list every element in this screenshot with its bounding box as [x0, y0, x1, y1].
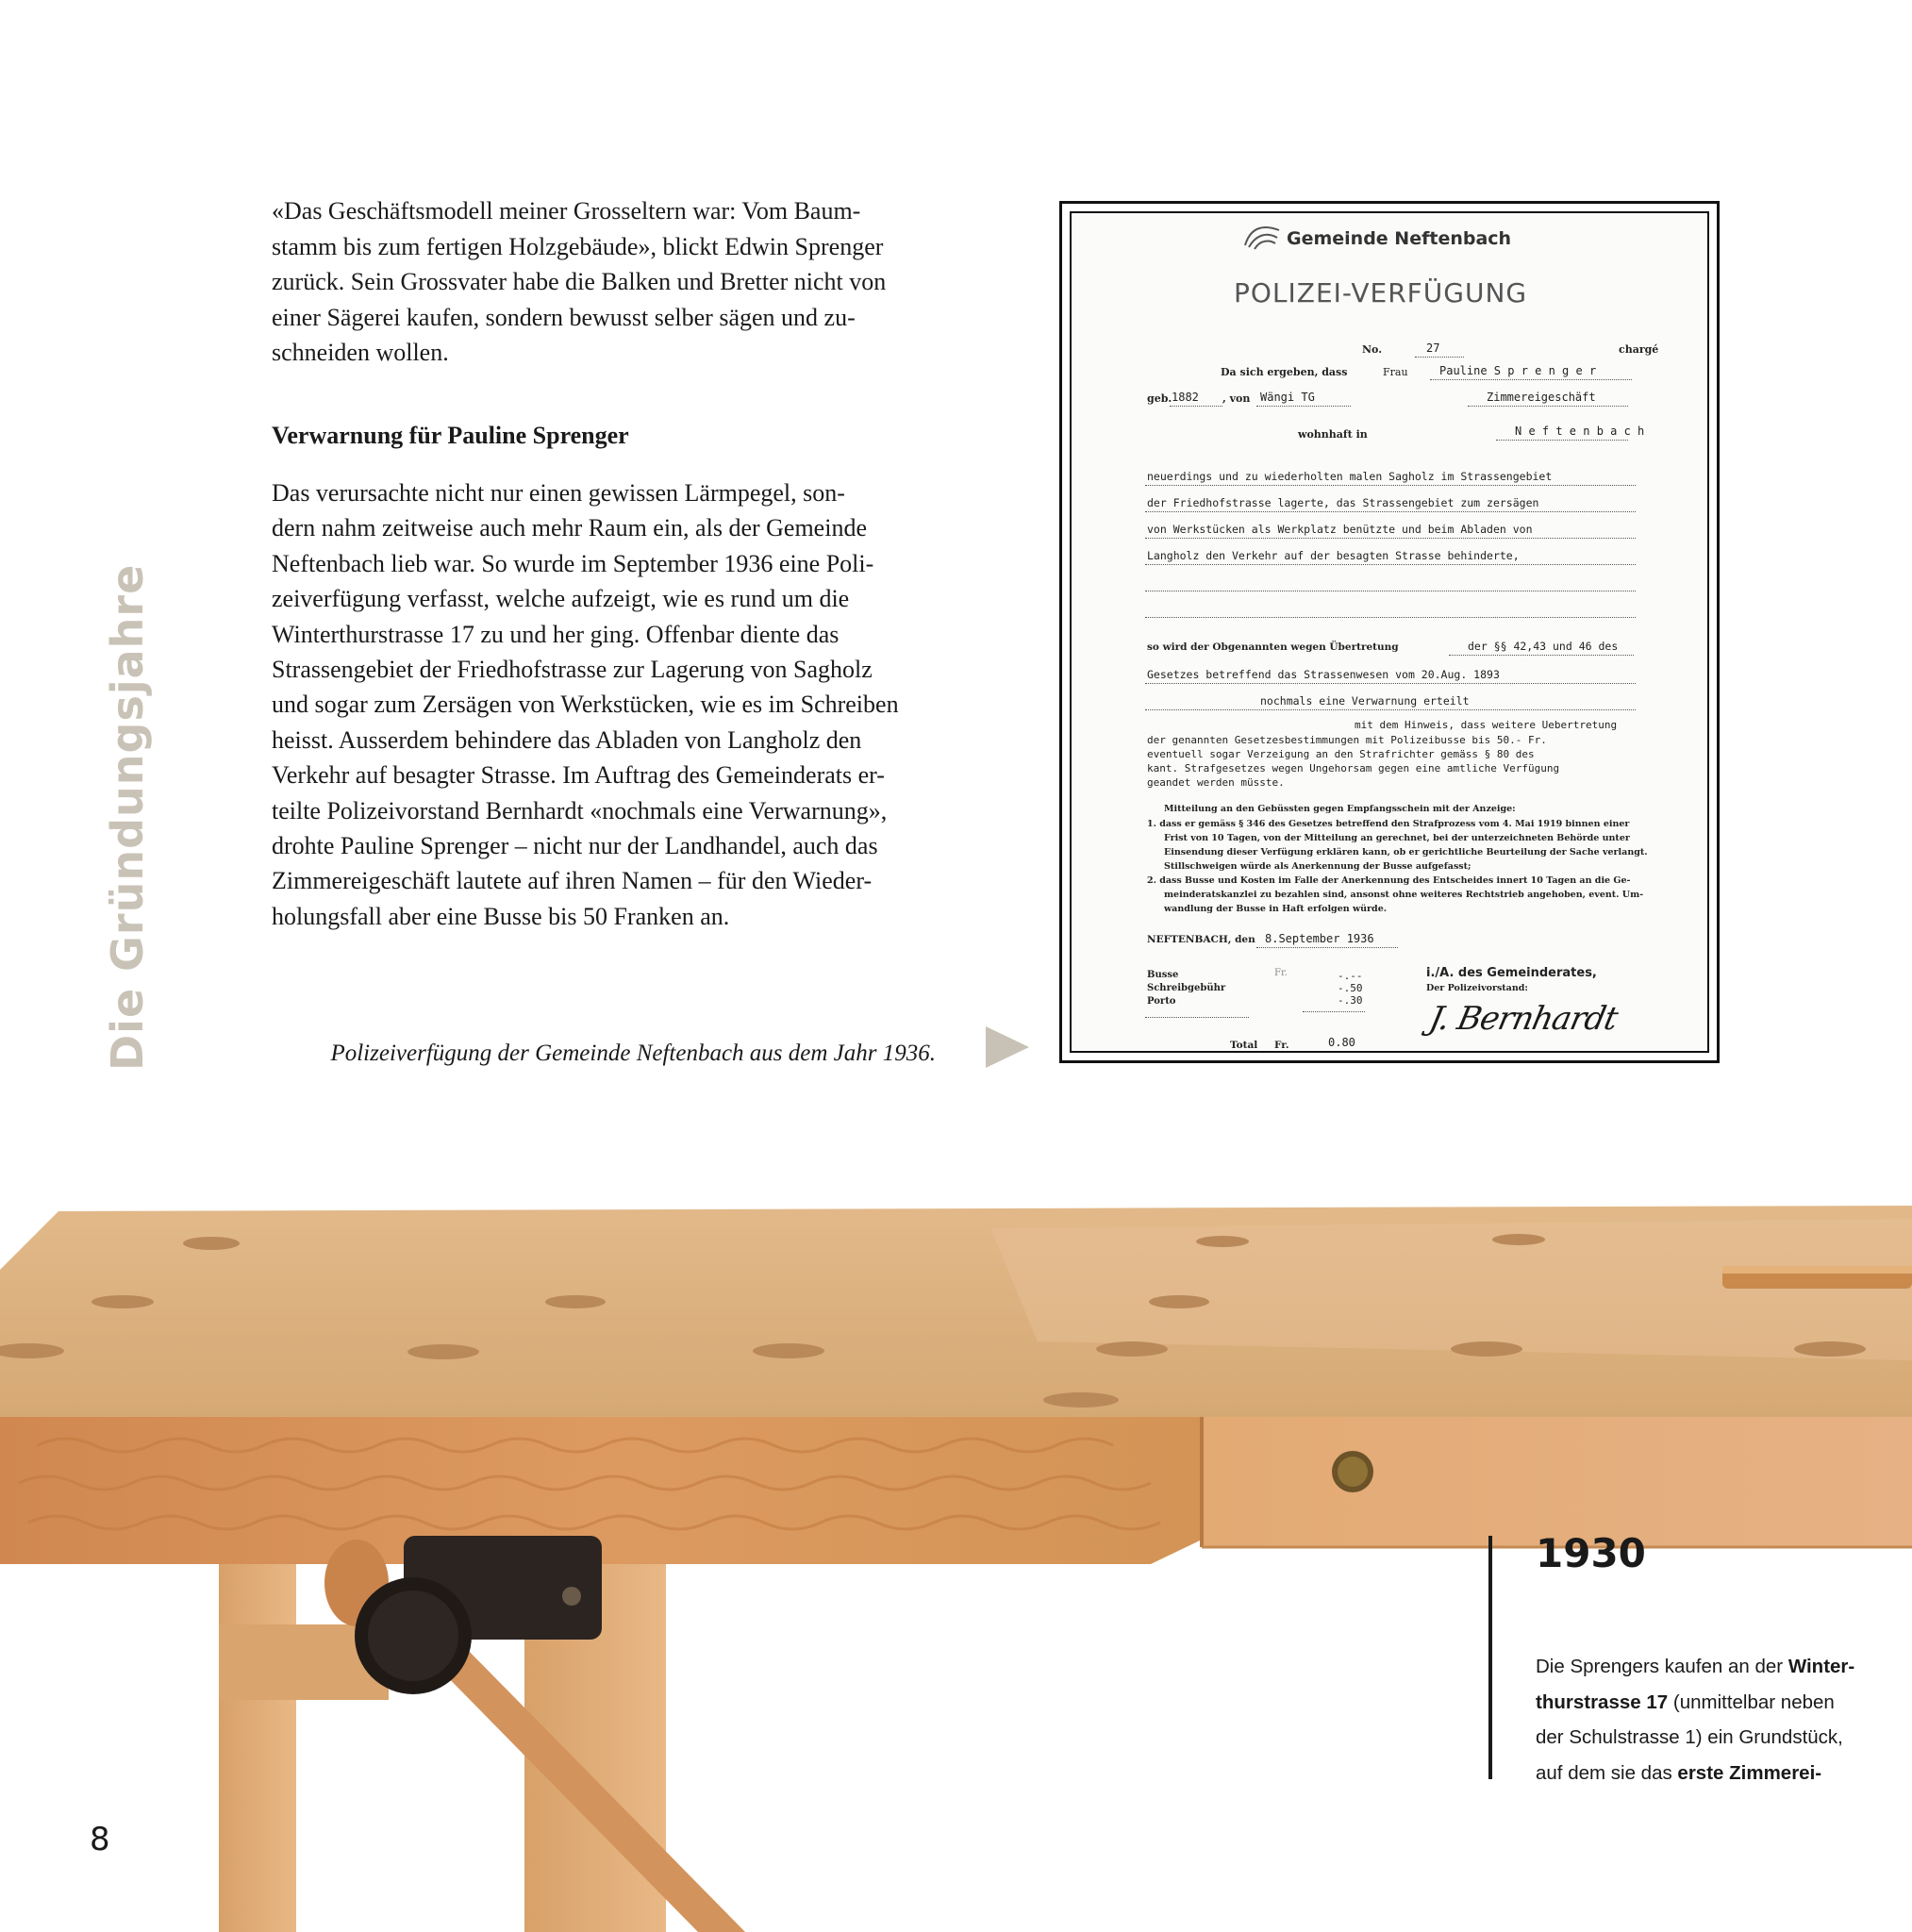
doc-schreibgebuehr: Schreibgebühr: [1147, 983, 1226, 993]
signature: J. Bernhardt: [1425, 1000, 1621, 1038]
crest-icon: [1241, 221, 1283, 253]
doc-total-fr: Fr.: [1274, 1040, 1289, 1051]
body-line: und sogar zum Zersägen von Werkstücken, wie es im Schreiben: [272, 691, 899, 719]
timeline-bar: [1488, 1536, 1492, 1779]
intro-paragraph: [272, 193, 941, 371]
doc-mitteilung-3: Frist von 10 Tagen, von der Mitteilung an gerechnet, bei der unterzeichneten Behörde unter: [1164, 833, 1630, 843]
doc-total-label: Total: [1230, 1040, 1258, 1051]
body-line: Neftenbach lieb war. So wurde im September 1936 eine Poli-: [272, 549, 874, 577]
doc-schreib-val: -.50: [1338, 982, 1363, 994]
doc-von-label: , von: [1222, 392, 1251, 405]
document-paper: [1070, 211, 1709, 1053]
doc-von-value: Wängi TG: [1260, 391, 1315, 404]
doc-geb-label: geb.: [1147, 392, 1172, 405]
doc-charge: chargé: [1619, 343, 1659, 356]
body-line: Verkehr auf besagter Strasse. Im Auftrag des Gemeinderats er-: [272, 761, 885, 790]
body-line: dern nahm zeitweise auch mehr Raum ein, als der Gemeinde: [272, 514, 867, 542]
body-line: zeiverfügung verfasst, welche aufzeigt, wie es rund um die: [272, 585, 850, 613]
section-heading: Verwarnung für Pauline Sprenger: [272, 422, 629, 449]
body-line: Zimmereigeschäft lautete auf ihren Namen – für den Wieder-: [272, 867, 873, 895]
doc-hinweis-4: kant. Strafgesetzes wegen Ungehorsam gegen eine amtliche Verfügung: [1147, 762, 1560, 774]
doc-business: Zimmereigeschäft: [1487, 391, 1596, 404]
doc-mitteilung-7: meinderatskanzlei zu bezahlen sind, ansonst ohne weiteres Rechtstrieb angehoben, event. Um-: [1164, 890, 1644, 900]
body-line: holungsfall aber eine Busse bis 50 Franken an.: [272, 902, 730, 930]
timeline-segment: auf dem sie das: [1536, 1761, 1678, 1784]
arrow-right-icon: [986, 1026, 1029, 1068]
doc-so-wird: so wird der Obgenannten wegen Übertretung: [1147, 641, 1399, 653]
doc-porto: Porto: [1147, 996, 1176, 1007]
doc-mitteilung-1: Mitteilung an den Gebüssten gegen Empfangsschein mit der Anzeige:: [1164, 804, 1516, 814]
doc-frau: Frau: [1383, 366, 1408, 378]
doc-da-sich: Da sich ergeben, dass: [1221, 366, 1348, 378]
body-line: drohte Pauline Sprenger – nicht nur der Landhandel, auch das: [272, 832, 878, 860]
doc-hinweis-5: geandet werden müsste.: [1147, 776, 1285, 789]
intro-line: stamm bis zum fertigen Holzgebäude», blickt Edwin Sprenger: [272, 232, 884, 260]
doc-no-label: No.: [1362, 343, 1383, 356]
doc-title: POLIZEI-VERFÜGUNG: [1234, 277, 1528, 308]
timeline-segment: Die Sprengers kaufen an der: [1536, 1656, 1788, 1677]
body-line: Das verursachte nicht nur einen gewissen Lärmpegel, son-: [272, 479, 845, 507]
doc-fr: Fr.: [1274, 968, 1288, 978]
body-line: heisst. Ausserdem behindere das Abladen von Langholz den: [272, 725, 862, 754]
doc-mitteilung-8: wandlung der Busse in Haft erfolgen würde.: [1164, 904, 1388, 914]
doc-paragraphs: der §§ 42,43 und 46 des: [1468, 640, 1619, 653]
police-order-document: [1059, 201, 1720, 1063]
body-line: teilte Polizeivorstand Bernhardt «nochmals eine Verwarnung»,: [272, 796, 888, 824]
doc-line-1: neuerdings und zu wiederholten malen Sagholz im Strassengebiet: [1147, 470, 1553, 483]
intro-line: schneiden wollen.: [272, 339, 449, 366]
doc-verwarnung: nochmals eine Verwarnung erteilt: [1260, 694, 1470, 708]
doc-municipality: Gemeinde Neftenbach: [1287, 228, 1512, 249]
doc-name: Pauline S p r e n g e r: [1439, 364, 1597, 377]
doc-place-date-label: NEFTENBACH, den: [1147, 934, 1255, 945]
timeline-line: [1536, 1756, 1875, 1791]
intro-line: zurück. Sein Grossvater habe die Balken und Bretter nicht von: [272, 268, 887, 295]
timeline-line: [1536, 1649, 1875, 1685]
doc-town: N e f t e n b a c h: [1515, 425, 1645, 438]
body-line: Winterthurstrasse 17 zu und her ging. Offenbar diente das: [272, 620, 840, 648]
timeline-text: [1536, 1649, 1875, 1790]
timeline-emphasis: Winter-: [1787, 1656, 1855, 1677]
doc-busse-val: -.--: [1338, 970, 1363, 982]
doc-wohnhaft: wohnhaft in: [1298, 428, 1368, 441]
timeline-emphasis: thurstrasse 17: [1536, 1690, 1669, 1713]
timeline-line: [1536, 1685, 1875, 1721]
timeline-emphasis: erste Zimmerei-: [1677, 1761, 1822, 1784]
intro-line: einer Sägerei kaufen, sondern bewusst selber sägen und zu-: [272, 303, 856, 331]
doc-date: 8.September 1936: [1265, 932, 1374, 945]
doc-hinweis-3: eventuell sogar Verzeigung an den Strafrichter gemäss § 80 des: [1147, 748, 1535, 760]
doc-line-4: Langholz den Verkehr auf der besagten Strasse behinderte,: [1147, 549, 1520, 562]
doc-mitteilung-6: 2. dass Busse und Kosten im Falle der Anerkennung des Entscheides innert 10 Tagen an die Ge-: [1147, 875, 1631, 886]
page-number: 8: [90, 1821, 110, 1858]
doc-polizeivorstand: Der Polizeivorstand:: [1426, 983, 1528, 993]
doc-hinweis-1: mit dem Hinweis, dass weitere Uebertretung: [1355, 719, 1618, 731]
doc-total-val: 0.80: [1328, 1036, 1355, 1049]
doc-busse: Busse: [1147, 970, 1179, 980]
intro-line: «Das Geschäftsmodell meiner Grosseltern war: Vom Baum-: [272, 197, 861, 225]
doc-no-value: 27: [1426, 341, 1440, 355]
timeline-line: [1536, 1720, 1875, 1756]
timeline-segment: (unmittelbar neben: [1668, 1690, 1835, 1713]
timeline-year: 1930: [1536, 1530, 1646, 1576]
figure-caption: Polizeiverfügung der Gemeinde Neftenbach aus dem Jahr 1936.: [330, 1041, 936, 1066]
doc-porto-val: -.30: [1338, 994, 1363, 1007]
doc-mitteilung-2: 1. dass er gemäss § 346 des Gesetzes betreffend den Strafprozess vom 4. Mai 1919 binnen einer: [1147, 819, 1630, 829]
doc-mitteilung-5: Stillschweigen würde als Anerkennung der Busse aufgefasst;: [1164, 861, 1471, 872]
body-paragraph: [272, 475, 941, 934]
body-line: Strassengebiet der Friedhofstrasse zur Lagerung von Sagholz: [272, 656, 873, 684]
doc-hinweis-2: der genannten Gesetzesbestimmungen mit Polizeibusse bis 50.- Fr.: [1147, 734, 1547, 746]
doc-mitteilung-4: Einsendung dieser Verfügung erklären kann, ob er gerichtliche Beurteilung der Sache verlangt.: [1164, 847, 1648, 858]
doc-gesetzes: Gesetzes betreffend das Strassenwesen vom 20.Aug. 1893: [1147, 668, 1500, 681]
timeline-segment: der Schulstrasse 1) ein Grundstück,: [1536, 1726, 1843, 1748]
doc-geb-year: 1882: [1172, 391, 1199, 404]
doc-line-3: von Werkstücken als Werkplatz benützte und beim Abladen von: [1147, 523, 1533, 536]
chapter-title-vertical: Die Gründungsjahre: [102, 563, 153, 1071]
doc-line-2: der Friedhofstrasse lagerte, das Strassengebiet zum zersägen: [1147, 496, 1539, 509]
doc-ia: i./A. des Gemeinderates,: [1426, 966, 1597, 980]
